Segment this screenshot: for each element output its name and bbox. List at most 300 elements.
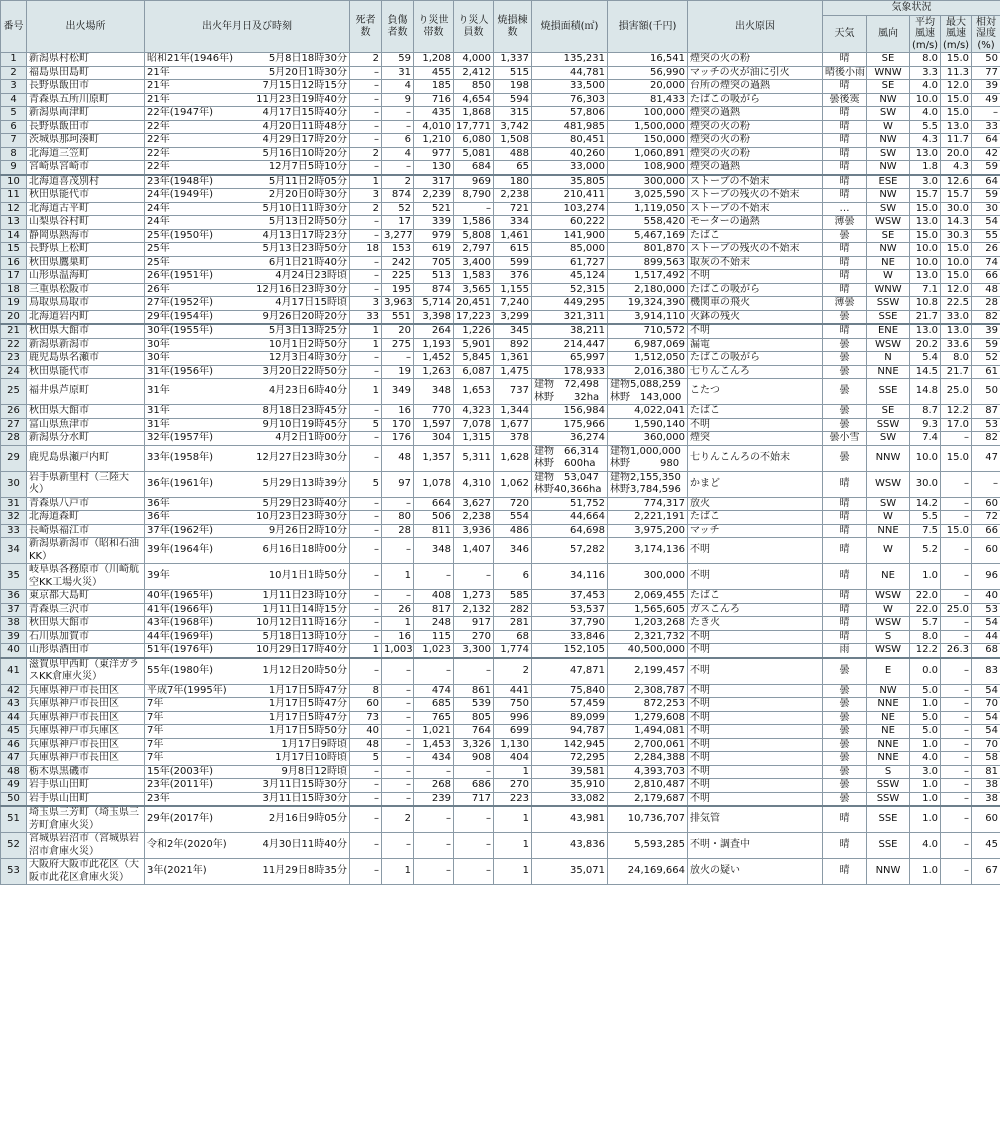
cell-hh: 185 [414, 80, 454, 94]
cell-loss [608, 80, 688, 94]
cell-pp: 8,790 [454, 189, 494, 203]
cell-bld: 3,299 [494, 310, 532, 324]
cell-avg: 5.0 [910, 725, 941, 739]
cell-hum: 70 [972, 738, 1000, 752]
cell-max: – [941, 684, 972, 698]
cell-max: 15.7 [941, 189, 972, 203]
cell-avg: 1.0 [910, 698, 941, 712]
cell-area-line: 35,805 [570, 175, 605, 187]
cell-datetime [145, 405, 350, 419]
table-row [1, 684, 1000, 698]
cell-bld: 1,062 [494, 471, 532, 497]
cell-dead: – [350, 806, 382, 833]
cell-place: 新潟県新潟市 [27, 338, 145, 352]
cell-cause: 不明 [688, 644, 823, 658]
cell-hum: 83 [972, 658, 1000, 685]
cell-hh: 248 [414, 617, 454, 631]
cell-time: 6月1日21時40分 [268, 256, 347, 268]
cell-dead: – [350, 352, 382, 366]
cell-pp: 1,586 [454, 216, 494, 230]
cell-loss [608, 175, 688, 189]
cell-cause: 不明 [688, 658, 823, 685]
cell-loss [608, 564, 688, 590]
cell-max: 17.0 [941, 418, 972, 432]
cell-bld: 378 [494, 432, 532, 446]
cell-time: 1月11日14時15分 [262, 603, 347, 615]
cell-pp: 1,653 [454, 379, 494, 405]
cell-time: 1月17日9時頃 [281, 738, 347, 750]
cell-cause: モーターの過熱 [688, 216, 823, 230]
cell-no: 18 [1, 283, 27, 297]
table-row [1, 752, 1000, 766]
cell-datetime [145, 297, 350, 311]
cell-loss-line: 建物2,155,350 [610, 471, 681, 483]
cell-cause: マッチの火が油に引火 [688, 66, 823, 80]
cell-avg: 10.0 [910, 256, 941, 270]
cell-inj: 31 [382, 66, 414, 80]
cell-dead: – [350, 229, 382, 243]
table-row [1, 497, 1000, 511]
cell-inj: – [382, 684, 414, 698]
cell-area [532, 617, 608, 631]
cell-loss [608, 725, 688, 739]
cell-loss [608, 134, 688, 148]
cell-dir: SW [867, 432, 910, 446]
cell-avg: 5.5 [910, 511, 941, 525]
cell-hh: 1,193 [414, 338, 454, 352]
cell-max: 4.3 [941, 161, 972, 175]
cell-hum: 44 [972, 630, 1000, 644]
cell-datetime [145, 738, 350, 752]
cell-cause: ガスこんろ [688, 603, 823, 617]
cell-inj: – [382, 352, 414, 366]
cell-inj: 52 [382, 202, 414, 216]
cell-loss [608, 432, 688, 446]
cell-dir: NE [867, 256, 910, 270]
cell-inj: – [382, 711, 414, 725]
cell-datetime [145, 189, 350, 203]
cell-pp: 539 [454, 698, 494, 712]
cell-time: 4月29日17時20分 [262, 134, 347, 145]
cell-w: 曇 [823, 779, 867, 793]
cell-place: 栃木県黒磯市 [27, 765, 145, 779]
cell-datetime [145, 524, 350, 538]
cell-loss-line: 2,284,388 [634, 752, 685, 763]
cell-pp: 4,000 [454, 53, 494, 67]
cell-place: 秋田県能代市 [27, 365, 145, 379]
cell-dir: S [867, 630, 910, 644]
cell-area-line: 85,000 [570, 243, 605, 254]
cell-w: 晴 [823, 256, 867, 270]
cell-dead: – [350, 107, 382, 121]
cell-w: 晴 [823, 538, 867, 564]
cell-place: 北海道喜茂別村 [27, 175, 145, 189]
cell-no: 34 [1, 538, 27, 564]
cell-time: 5月10日11時30分 [262, 202, 347, 214]
cell-loss [608, 779, 688, 793]
cell-hum: 68 [972, 644, 1000, 658]
cell-dir: W [867, 603, 910, 617]
cell-area [532, 725, 608, 739]
cell-w: 曇 [823, 352, 867, 366]
table-row [1, 324, 1000, 338]
cell-area [532, 658, 608, 685]
cell-no: 39 [1, 630, 27, 644]
cell-loss [608, 524, 688, 538]
cell-dead: – [350, 283, 382, 297]
cell-avg: 5.4 [910, 352, 941, 366]
cell-avg: 20.2 [910, 338, 941, 352]
table-row [1, 379, 1000, 405]
cell-inj: 20 [382, 324, 414, 338]
cell-no: 52 [1, 833, 27, 859]
cell-loss-line: 24,169,664 [627, 865, 685, 877]
cell-cause: たばこの吸がら [688, 93, 823, 107]
cell-w: 晴 [823, 324, 867, 338]
cell-max: 12.0 [941, 283, 972, 297]
cell-loss [608, 603, 688, 617]
cell-dead: – [350, 792, 382, 806]
cell-year: 31年(1956年) [147, 365, 213, 377]
cell-avg: 5.7 [910, 617, 941, 631]
col-buildings: 焼損棟数 [494, 1, 532, 53]
cell-dir: WSW [867, 617, 910, 631]
cell-bld: 554 [494, 511, 532, 525]
cell-loss-line: 2,308,787 [634, 684, 685, 696]
cell-dir: NNE [867, 698, 910, 712]
cell-area [532, 283, 608, 297]
cell-place: 宮崎県宮崎市 [27, 161, 145, 175]
cell-place: 鹿児島県瀬戸内町 [27, 445, 145, 471]
cell-datetime [145, 53, 350, 67]
cell-area [532, 107, 608, 121]
cell-dir: SE [867, 229, 910, 243]
cell-bld: 6 [494, 564, 532, 590]
cell-pp: 3,300 [454, 644, 494, 658]
cell-inj: 19 [382, 365, 414, 379]
cell-dir: SSE [867, 310, 910, 324]
cell-dir: SSW [867, 792, 910, 806]
cell-hum: 60 [972, 538, 1000, 564]
cell-dir: W [867, 270, 910, 284]
cell-place: 北海道岩内町 [27, 310, 145, 324]
table-row [1, 617, 1000, 631]
cell-hh: 3,398 [414, 310, 454, 324]
cell-hh: 1,021 [414, 725, 454, 739]
cell-area-line: 65,997 [570, 352, 605, 363]
cell-no: 29 [1, 445, 27, 471]
cell-dir: SE [867, 53, 910, 67]
cell-w: 晴 [823, 270, 867, 284]
cell-dead: 18 [350, 243, 382, 257]
cell-max: – [941, 658, 972, 685]
cell-loss-line: 40,500,000 [627, 644, 685, 655]
cell-max: 13.0 [941, 120, 972, 134]
cell-area-line: 76,303 [570, 93, 605, 105]
cell-dead: 2 [350, 147, 382, 161]
cell-loss [608, 365, 688, 379]
cell-loss [608, 297, 688, 311]
cell-area-line: 214,447 [563, 338, 605, 350]
cell-datetime [145, 310, 350, 324]
cell-w: 曇 [823, 765, 867, 779]
cell-w: 薄曇 [823, 297, 867, 311]
cell-loss-line: 150,000 [643, 134, 685, 145]
cell-max: 26.3 [941, 644, 972, 658]
cell-time: 11月29日8時35分 [262, 865, 347, 877]
cell-w: 晴 [823, 134, 867, 148]
table-row [1, 590, 1000, 604]
cell-max: 22.5 [941, 297, 972, 311]
cell-inj: 1 [382, 617, 414, 631]
cell-datetime [145, 603, 350, 617]
cell-place: 兵庫県神戸市長田区 [27, 711, 145, 725]
cell-max: – [941, 806, 972, 833]
col-households: り災世帯数 [414, 1, 454, 53]
cell-place: 岐阜県各務原市（川崎航空KK工場火災） [27, 564, 145, 590]
cell-avg: 21.7 [910, 310, 941, 324]
table-row [1, 859, 1000, 885]
cell-inj: 2 [382, 806, 414, 833]
cell-area-line: 135,231 [563, 53, 605, 64]
cell-dead: 1 [350, 338, 382, 352]
cell-time: 9月10日19時45分 [262, 418, 347, 430]
cell-max: 20.0 [941, 147, 972, 161]
cell-year: 37年(1962年) [147, 524, 213, 536]
cell-max: 30.3 [941, 229, 972, 243]
cell-cause: 不明 [688, 792, 823, 806]
cell-max: – [941, 617, 972, 631]
cell-dead: – [350, 93, 382, 107]
cell-dir: WNW [867, 66, 910, 80]
cell-area [532, 833, 608, 859]
cell-avg: 0.0 [910, 658, 941, 685]
cell-avg: 5.5 [910, 120, 941, 134]
cell-year: 令和2年(2020年) [147, 839, 227, 851]
cell-bld: 68 [494, 630, 532, 644]
cell-hh: 1,263 [414, 365, 454, 379]
cell-loss [608, 270, 688, 284]
cell-place: 宮城県岩沼市（宮城県岩沼市倉庫火災） [27, 833, 145, 859]
cell-area-line: 35,910 [570, 779, 605, 790]
cell-time: 10月23日23時30分 [256, 511, 347, 522]
cell-bld: 615 [494, 243, 532, 257]
cell-hh: 1,023 [414, 644, 454, 658]
cell-year: 24年(1949年) [147, 189, 213, 200]
cell-cause: マッチ [688, 524, 823, 538]
cell-time: 5月8日18時30分 [268, 53, 347, 64]
cell-time: 3月11日15時30分 [262, 779, 347, 790]
cell-avg: 14.8 [910, 379, 941, 405]
col-loss: 損害額(千円) [608, 1, 688, 53]
cell-max: 8.0 [941, 352, 972, 366]
cell-dir: NW [867, 243, 910, 257]
cell-bld: 1 [494, 806, 532, 833]
cell-loss [608, 161, 688, 175]
cell-datetime [145, 765, 350, 779]
cell-dead: 73 [350, 711, 382, 725]
table-row [1, 297, 1000, 311]
cell-max: – [941, 471, 972, 497]
cell-loss [608, 107, 688, 121]
table-row [1, 107, 1000, 121]
cell-area [532, 202, 608, 216]
cell-w: 曇 [823, 752, 867, 766]
cell-place: 青森県五所川原町 [27, 93, 145, 107]
header-row [1, 1, 1000, 16]
cell-time: 5月3日13時25分 [268, 325, 347, 336]
cell-place: 北海道古平町 [27, 202, 145, 216]
col-datetime: 出火年月日及び時刻 [145, 1, 350, 53]
cell-area-line: 林野40,366ha [534, 484, 602, 495]
cell-year: 36年(1961年) [147, 477, 213, 489]
cell-datetime [145, 471, 350, 497]
cell-w: 曇 [823, 738, 867, 752]
cell-dead: 60 [350, 698, 382, 712]
cell-inj: 28 [382, 524, 414, 538]
cell-time: 12月3日4時30分 [268, 352, 347, 363]
cell-loss [608, 405, 688, 419]
cell-avg: 30.0 [910, 471, 941, 497]
cell-hh: – [414, 833, 454, 859]
cell-pp: 6,087 [454, 365, 494, 379]
cell-time: 4月2日1時00分 [275, 432, 347, 443]
cell-place: 兵庫県神戸市兵庫区 [27, 725, 145, 739]
cell-loss [608, 189, 688, 203]
cell-place: 鹿児島県名瀬市 [27, 352, 145, 366]
cell-pp: – [454, 806, 494, 833]
cell-inj: 551 [382, 310, 414, 324]
cell-dir: SW [867, 147, 910, 161]
table-row [1, 432, 1000, 446]
cell-pp: 686 [454, 779, 494, 793]
cell-datetime [145, 658, 350, 685]
cell-avg: 1.0 [910, 779, 941, 793]
cell-loss [608, 53, 688, 67]
cell-hum: 60 [972, 497, 1000, 511]
cell-hh: 130 [414, 161, 454, 175]
cell-dead: 2 [350, 202, 382, 216]
cell-cause: 不明 [688, 765, 823, 779]
table-row [1, 338, 1000, 352]
cell-inj: – [382, 538, 414, 564]
cell-avg: 1.0 [910, 859, 941, 885]
cell-bld: 3,742 [494, 120, 532, 134]
cell-inj: 195 [382, 283, 414, 297]
cell-bld: 1,677 [494, 418, 532, 432]
cell-loss-line: 300,000 [643, 570, 685, 582]
cell-no: 22 [1, 338, 27, 352]
col-weather: 天気 [823, 15, 867, 53]
cell-dir: NE [867, 564, 910, 590]
cell-bld: 594 [494, 93, 532, 107]
cell-hum: 40 [972, 590, 1000, 604]
cell-dir: E [867, 658, 910, 685]
cell-max: – [941, 590, 972, 604]
cell-hh: 304 [414, 432, 454, 446]
cell-loss-line: 1,500,000 [634, 120, 685, 132]
cell-year: 33年(1958年) [147, 451, 213, 463]
cell-no: 38 [1, 617, 27, 631]
cell-max: – [941, 564, 972, 590]
cell-cause: 七りんこんろ [688, 365, 823, 379]
cell-dir: SW [867, 107, 910, 121]
cell-datetime [145, 590, 350, 604]
cell-inj: – [382, 833, 414, 859]
cell-w: 晴 [823, 80, 867, 94]
cell-cause: 不明 [688, 684, 823, 698]
cell-bld: 2,238 [494, 189, 532, 203]
cell-pp: 5,808 [454, 229, 494, 243]
col-place: 出火場所 [27, 1, 145, 53]
cell-area-line: 210,411 [563, 189, 605, 200]
cell-loss-line: 108,900 [643, 161, 685, 172]
cell-area-line: 建物 53,047 [534, 471, 599, 483]
cell-w: 晴 [823, 107, 867, 121]
cell-max: 30.0 [941, 202, 972, 216]
cell-hh: 239 [414, 792, 454, 806]
cell-area-line: 75,840 [570, 684, 605, 696]
cell-pp: 684 [454, 161, 494, 175]
cell-area-line: 38,211 [570, 325, 605, 336]
cell-loss-line: 801,870 [643, 243, 685, 254]
table-row [1, 738, 1000, 752]
cell-inj: – [382, 120, 414, 134]
cell-avg: 5.0 [910, 684, 941, 698]
cell-time: 1月17日5時50分 [268, 725, 347, 736]
cell-area-line: 60,222 [570, 216, 605, 227]
cell-area-line: 321,311 [563, 310, 605, 322]
cell-w: 晴 [823, 189, 867, 203]
cell-no: 45 [1, 725, 27, 739]
cell-avg: 4.0 [910, 80, 941, 94]
cell-hum: 64 [972, 175, 1000, 189]
cell-year: 29年(2017年) [147, 813, 213, 825]
cell-area-line: 57,282 [570, 544, 605, 556]
cell-area [532, 765, 608, 779]
cell-year: 31年 [147, 385, 170, 397]
cell-area-line: 林野 600ha [534, 458, 596, 469]
table-row [1, 630, 1000, 644]
cell-hh: 2,239 [414, 189, 454, 203]
cell-loss-line: 1,119,050 [634, 202, 685, 214]
cell-hh: 770 [414, 405, 454, 419]
cell-area-line: 72,295 [570, 752, 605, 763]
cell-datetime [145, 202, 350, 216]
cell-no: 32 [1, 511, 27, 525]
cell-w: 曇 [823, 338, 867, 352]
cell-avg: 13.0 [910, 147, 941, 161]
cell-area [532, 256, 608, 270]
cell-loss-line: 3,914,110 [634, 310, 685, 322]
cell-place: 静岡県熱海市 [27, 229, 145, 243]
cell-dead: 33 [350, 310, 382, 324]
cell-bld: 404 [494, 752, 532, 766]
cell-cause: 火鉢の残火 [688, 310, 823, 324]
cell-dead: – [350, 511, 382, 525]
cell-dead: – [350, 66, 382, 80]
cell-datetime [145, 80, 350, 94]
cell-avg: 3.0 [910, 175, 941, 189]
cell-dead: – [350, 497, 382, 511]
cell-loss [608, 833, 688, 859]
cell-datetime [145, 107, 350, 121]
cell-pp: 6,080 [454, 134, 494, 148]
cell-inj: 48 [382, 445, 414, 471]
cell-avg: 1.0 [910, 564, 941, 590]
cell-cause: ストーブの不始末 [688, 175, 823, 189]
cell-hh: 685 [414, 698, 454, 712]
